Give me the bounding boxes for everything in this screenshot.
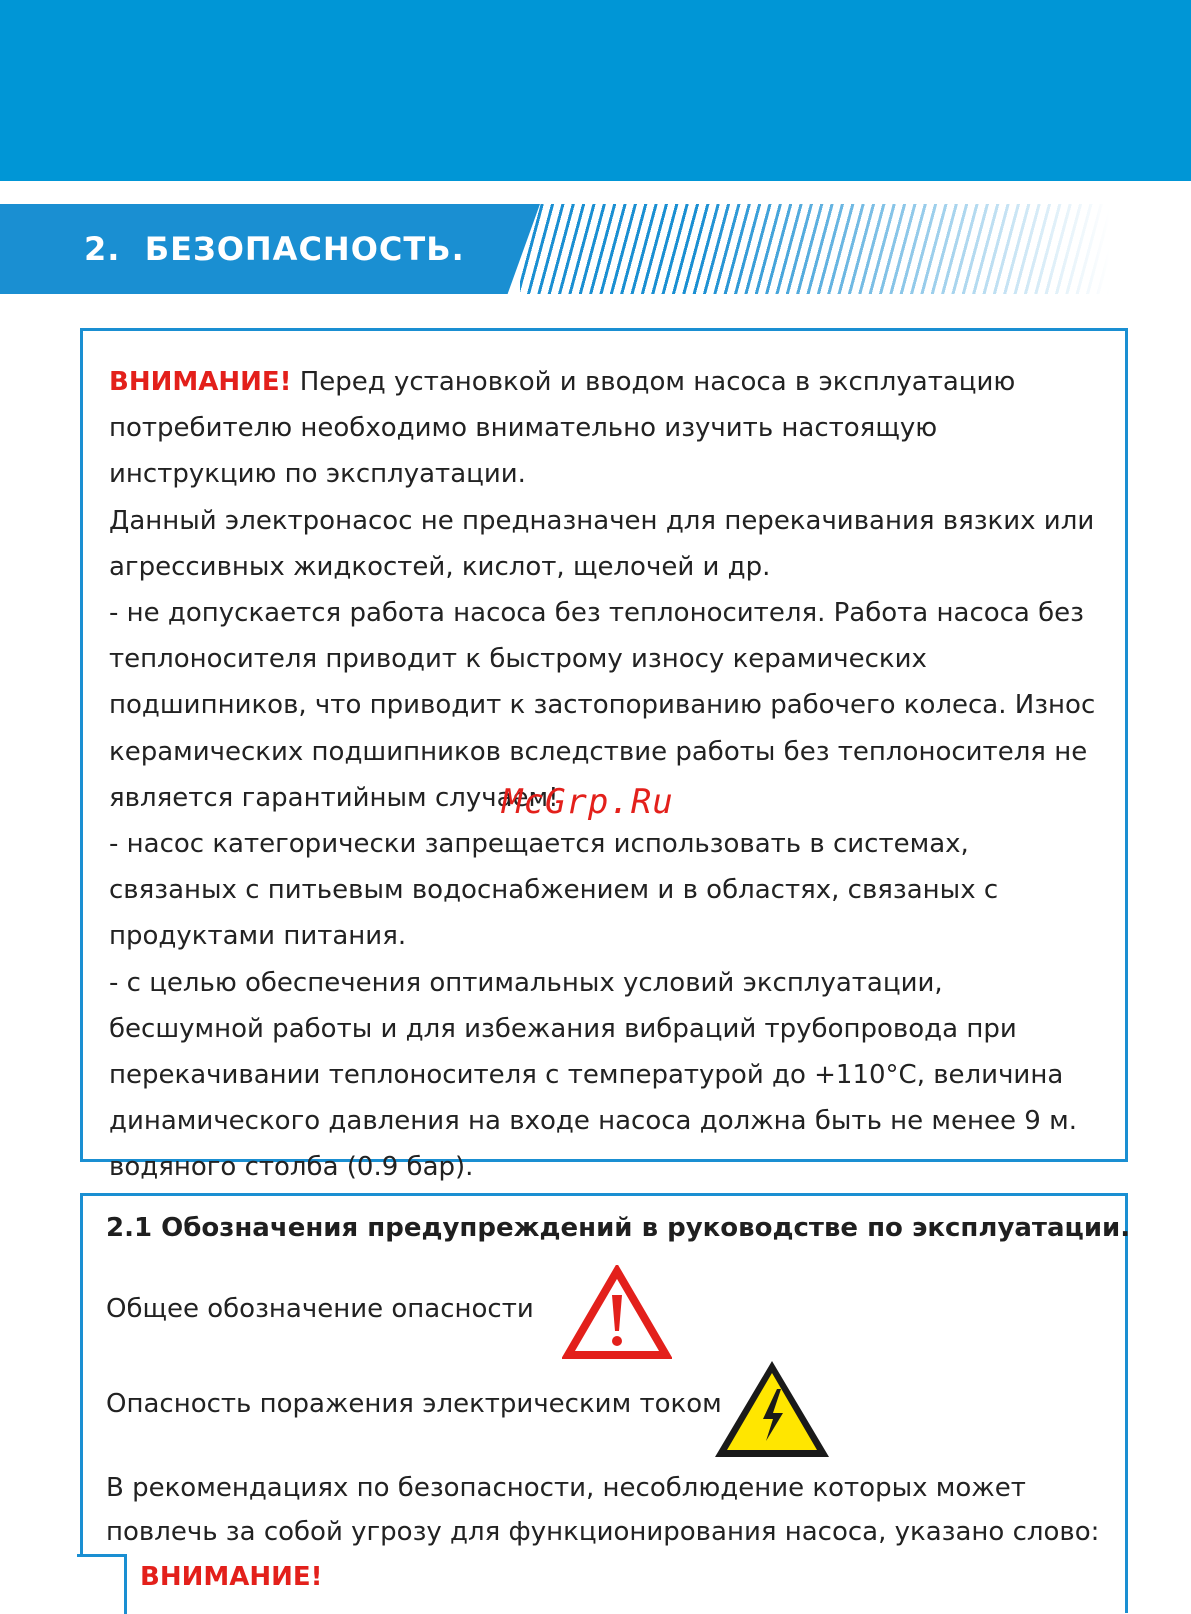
section-title-text: БЕЗОПАСНОСТЬ. [144, 230, 465, 268]
notation-heading: 2.1 Обозначения предупреждений в руководстве по эксплуатации. [106, 1213, 1131, 1243]
warning-label: ВНИМАНИЕ! [109, 367, 292, 397]
section-header [0, 204, 1191, 294]
warning-paragraph-1: Данный электронасос не предназначен для перекачивания вязких или агрессивных жидкостей, кислот, щелочей и др. [109, 505, 1095, 582]
warning-box [80, 328, 1128, 1183]
warning-intro-text: Перед установкой и вводом насоса в эксплуатацию потребителю необходимо внимательно изучить настоящую инструкцию по эксплуатации. [109, 367, 1016, 490]
electric-shock-icon [711, 1357, 833, 1461]
top-color-band [0, 0, 1191, 181]
attention-word: ВНИМАНИЕ! [140, 1562, 323, 1592]
general-danger-icon [562, 1265, 672, 1361]
notation-box-notch [77, 1554, 127, 1614]
warning-paragraph-3: - насос категорически запрещается использовать в системах, связаных с питьевым водоснабжением и в областях, связаных с продуктами питания. [109, 829, 999, 952]
warning-intro [109, 359, 1099, 498]
general-danger-label: Общее обозначение опасности [106, 1294, 534, 1324]
warning-paragraph-4: - с целью обеспечения оптимальных условий эксплуатации, бесшумной работы и для избежания вибраций трубопровода при перекачивании теплоносителя с температурой до +110°С, величина динамического давления на входе насоса должна быть не менее 9 м. водяного столба (0.9 бар). [109, 967, 1077, 1183]
electric-shock-label: Опасность поражения электрическим током [106, 1389, 722, 1419]
watermark: McGrp.Ru [502, 782, 674, 822]
warning-paragraph-2: - не допускается работа насоса без теплоносителя. Работа насоса без теплоносителя приводит к быстрому износу керамических подшипников, что приводит к застопориванию рабочего колеса. Износ керамических подшипников вследствие работы без теплоносителя не является гарантийным случаем! [109, 598, 1096, 813]
section-number: 2. [84, 230, 121, 268]
section-header-stripes [520, 204, 1110, 294]
recommendation-text: В рекомендациях по безопасности, несоблюдение которых может повлечь за собой угрозу для функционирования насоса, указано слово: [106, 1473, 1100, 1547]
section-title [84, 230, 465, 268]
